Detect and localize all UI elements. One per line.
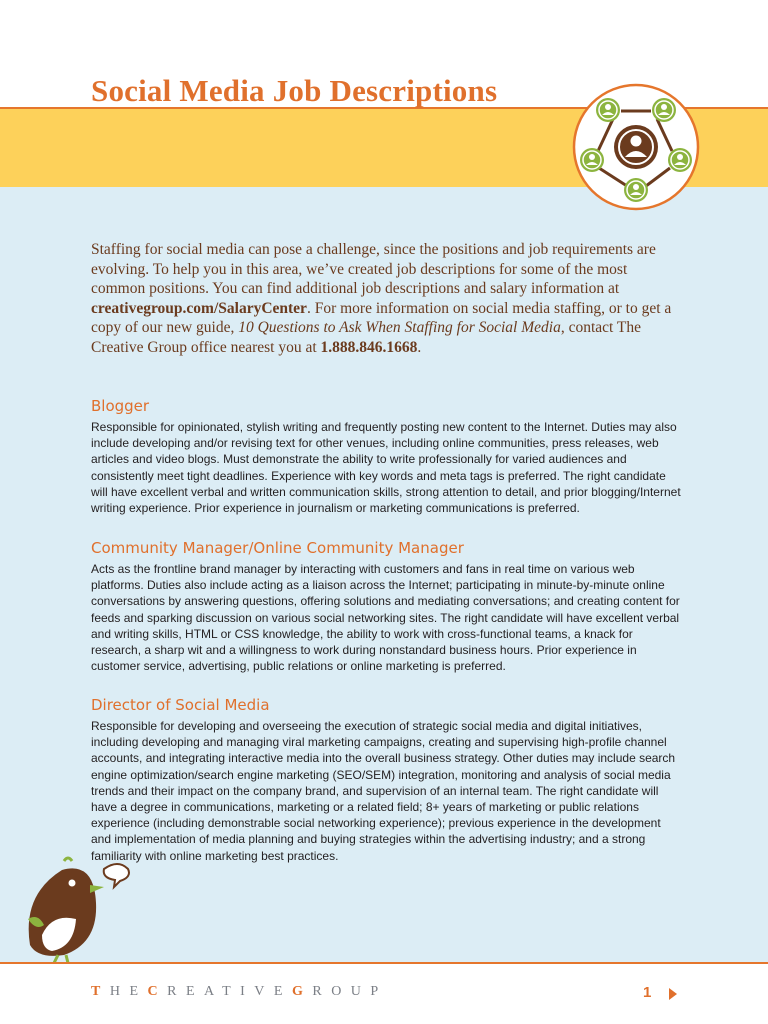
next-page-arrow-icon[interactable]	[668, 988, 678, 1000]
section-body: Responsible for opinionated, stylish writing and frequently posting new content to the Internet. Duties may also include developing and/or revising text for other venues, including online communities, press releases, web articles and video blogs. Must demonstrate the ability to write professionally for varied audiences and consistently meet tight deadlines. Experience with key words and meta tags is preferred. The right candidate will have excellent verbal and written communication skills, strong attention to detail, and prior blogging/Internet writing experience. Prior experience in journalism or marketing communications is preferred.	[91, 420, 681, 516]
network-node-bottom-icon	[624, 178, 648, 202]
brand-letter: C	[147, 984, 168, 999]
phone-number: 1.888.846.1668	[320, 338, 418, 356]
section-director-social-media	[91, 696, 681, 864]
section-heading: Director of Social Media	[91, 696, 270, 714]
section-body: Acts as the frontline brand manager by interacting with customers and fans in real time on various web platforms. Duties also include acting as a liaison across the Internet; participating in minute-by-minute online conversations by answering questions, offering solutions and mediating conversations; and creating content for feeds and sparking discussion on various social networking sites. The right candidate will have excellent verbal and writing skills, HTML or CSS knowledge, the ability to work with cross-functional teams, a knack for research, a sharp wit and a willingness to work during nonstandard business hours. Prior experience in customer service, advertising, public relations or online marketing is preferred.	[91, 562, 680, 674]
network-node-top-left-icon	[596, 98, 620, 122]
network-node-left-icon	[580, 148, 604, 172]
section-blogger	[91, 397, 681, 516]
brand-letter: T	[91, 984, 110, 999]
social-network-icon	[572, 83, 700, 211]
section-heading: Blogger	[91, 397, 150, 415]
salary-center-link[interactable]: creativegroup.com/SalaryCenter	[91, 299, 307, 317]
intro-paragraph	[91, 240, 681, 358]
section-body: Responsible for developing and overseeing the execution of strategic social media and digital initiatives, including developing and managing viral marketing campaigns, creating and supervising high-profile channel accounts, and integrating interactive media into the overall business strategy. Other duties may include search engine optimization/search engine marketing (SEO/SEM) integration, monitoring and analysis of social media trends and their impact on the company brand, and supervision of an internal team. The right candidate will have a degree in communications, marketing or a related field; 8+ years of marketing or public relations experience (including demonstrable social networking experience); previous experience in the development and implementation of media planning and buying strategies within the advertising industry; and a strong familiarity with online marketing best practices.	[91, 719, 676, 863]
intro-text-4: .	[417, 338, 422, 356]
page-title: Social Media Job Descriptions	[91, 73, 498, 108]
brand-letters: HE	[109, 984, 148, 999]
guide-title: 10 Questions to Ask When Staffing for Social Media	[238, 319, 561, 337]
bird-mascot-icon	[22, 855, 132, 965]
intro-text-1: Staffing for social media can pose a challenge, since the positions and job requirements are evolving. To help you in this area, we’ve created job descriptions for some of the most common positions. You can find additional job descriptions and salary information at	[91, 241, 656, 298]
intro-text-2: . For more information on social media staffing, or to get a copy of our new guide,	[91, 299, 672, 337]
intro-text-3: , contact The Creative Group office nearest you at	[91, 319, 642, 356]
page-number: 1	[643, 984, 652, 1001]
footer-brand	[91, 984, 388, 1000]
brand-letters: ROUP	[312, 984, 388, 999]
network-node-right-icon	[668, 148, 692, 172]
section-community-manager	[91, 539, 681, 674]
network-node-top-right-icon	[652, 98, 676, 122]
brand-letters: REATIVE	[167, 984, 292, 999]
brand-letter: G	[291, 984, 313, 999]
network-center-person-icon	[614, 125, 658, 169]
section-heading: Community Manager/Online Community Manager	[91, 539, 464, 557]
footer-divider	[0, 962, 768, 964]
